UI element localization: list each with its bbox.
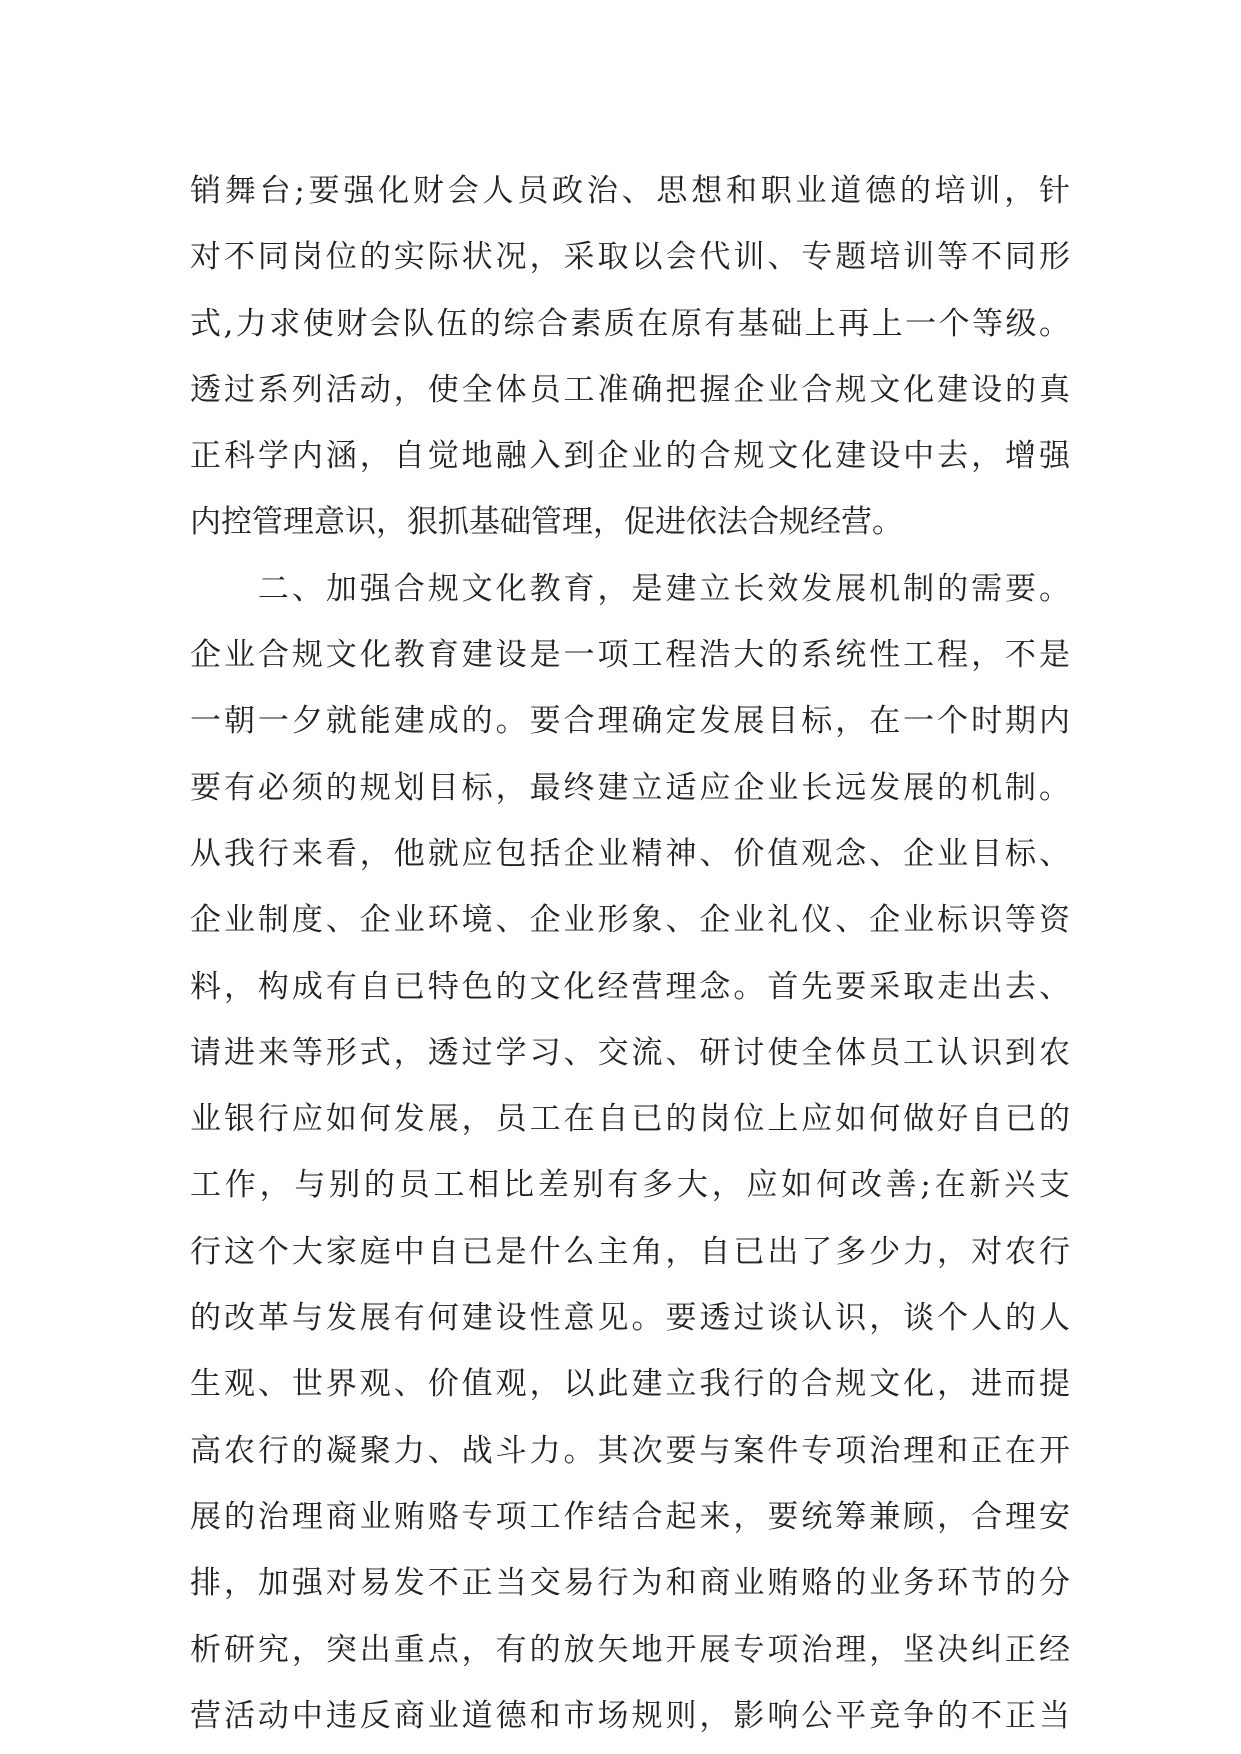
text-line: 正科学内涵，自觉地融入到企业的合规文化建设中去，增强 (190, 438, 1070, 475)
text-line: 销舞台;要强化财会人员政治、思想和职业道德的培训，针 (190, 173, 1070, 209)
text-line: 行这个大家庭中自已是什么主角，自已出了多少力，对农行 (190, 1233, 1070, 1270)
text-line: 排，加强对易发不正当交易行为和商业贿赂的业务环节的分 (190, 1565, 1070, 1602)
text-line: 透过系列活动，使全体员工准确把握企业合规文化建设的真 (190, 371, 1070, 408)
text-line: 企业合规文化教育建设是一项工程浩大的系统性工程，不是 (190, 637, 1070, 674)
text-line: 展的治理商业贿赂专项工作结合起来，要统筹兼顾，合理安 (190, 1498, 1070, 1535)
text-line: 料，构成有自已特色的文化经营理念。首先要采取走出去、 (190, 968, 1070, 1005)
text-line: 请进来等形式，透过学习、交流、研讨使全体员工认识到农 (190, 1034, 1070, 1071)
text-line: 对不同岗位的实际状况，采取以会代训、专题培训等不同形 (190, 239, 1070, 276)
text-line: 从我行来看，他就应包括企业精神、价值观念、企业目标、 (190, 835, 1070, 872)
text-line: 要有必须的规划目标，最终建立适应企业长远发展的机制。 (190, 769, 1070, 806)
text-line: 的改革与发展有何建设性意见。要透过谈认识，谈个人的人 (190, 1300, 1070, 1337)
text-line: 企业制度、企业环境、企业形象、企业礼仪、企业标识等资 (190, 902, 1070, 939)
text-line: 高农行的凝聚力、战斗力。其次要与案件专项治理和正在开 (190, 1432, 1070, 1469)
text-line: 营活动中违反商业道德和市场规则，影响公平竞争的不正当 (190, 1697, 1070, 1734)
text-line: 析研究，突出重点，有的放矢地开展专项治理，坚决纠正经 (190, 1631, 1070, 1668)
text-line: 式,力求使财会队伍的综合素质在原有基础上再上一个等级。 (190, 305, 1070, 342)
section-heading-line: 二、加强合规文化教育，是建立长效发展机制的需要。 (190, 570, 1070, 607)
text-line: 一朝一夕就能建成的。要合理确定发展目标，在一个时期内 (190, 703, 1070, 740)
text-line: 生观、世界观、价值观，以此建立我行的合规文化，进而提 (190, 1366, 1070, 1403)
body-text (190, 158, 1070, 1749)
text-line: 业银行应如何发展，员工在自已的岗位上应如何做好自已的 (190, 1101, 1070, 1138)
paragraph-end-line: 内控管理意识，狠抓基础管理，促进依法合规经营。 (190, 504, 903, 541)
text-line: 工作，与别的员工相比差别有多大，应如何改善;在新兴支 (190, 1167, 1070, 1204)
